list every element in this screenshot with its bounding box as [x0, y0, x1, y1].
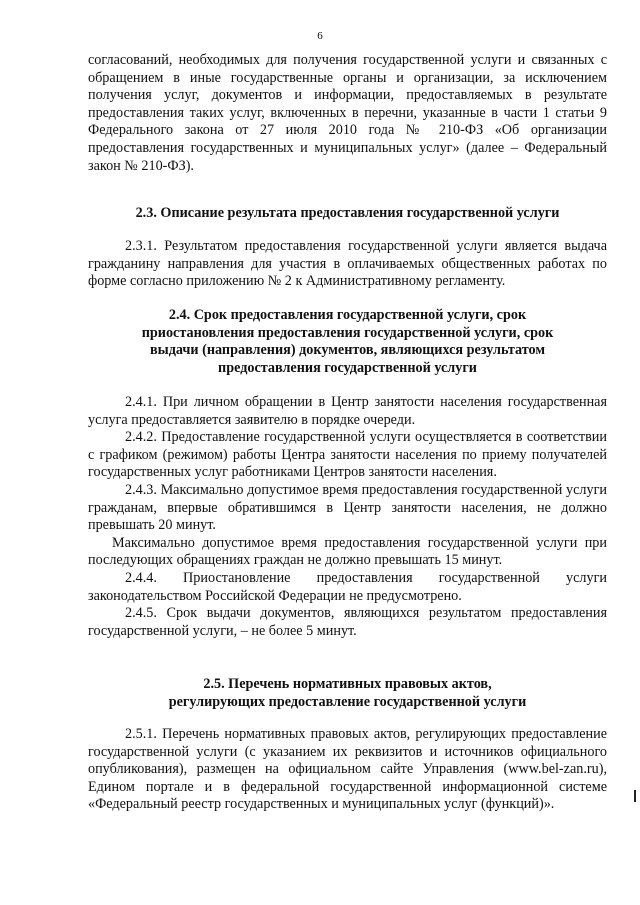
section-2-5-body	[88, 726, 607, 814]
section-2-3-heading: 2.3. Описание результата предоставления государственной услуги	[135, 205, 560, 221]
paragraph-2-4-2: 2.4.2. Предоставление государственной услуги осуществляется в соответствии с графиком (режимом) работы Центра занятости населения по приему получателей государственных услуг работниками Центров занятости населения.	[88, 429, 607, 481]
intro-paragraph: согласований, необходимых для получения государственной услуги и связанных с обращением в иные государственные органы и организации, за исключением получения услуг, документов и информации, предоставляемых в результате предоставления таких услуг, включенных в перечни, указанные в части 1 статьи 9 Федерального закона от 27 июля 2010 года № 210-ФЗ «Об организации предоставления государственных и муниципальных услуг» (далее – Федеральный закон № 210-ФЗ).	[88, 52, 607, 174]
intro-paragraph-block	[88, 52, 607, 175]
paragraph-2-4-3: 2.4.3. Максимально допустимое время предоставления государственной услуги гражданам, впервые обратившимся в Центр занятости населения, не должно превышать 20 минут.	[88, 481, 607, 534]
section-2-5-heading-line-2: регулирующих предоставление государственной услуги	[168, 693, 527, 710]
section-2-4-heading-block	[88, 307, 607, 377]
page-number: 6	[317, 30, 323, 42]
section-2-4-heading-line-1: 2.4. Срок предоставления государственной услуги, срок	[168, 307, 527, 323]
scan-edge-mark	[634, 790, 636, 802]
section-2-3	[88, 205, 607, 223]
section-2-3-body	[88, 238, 607, 291]
paragraph-2-3-1: 2.3.1. Результатом предоставления государственной услуги является выдача гражданину направления для участия в оплачиваемых общественных работах по форме согласно приложению № 2 к Административному регламенту.	[88, 238, 607, 290]
section-2-4-heading-line-4: предоставления государственной услуги	[218, 359, 477, 376]
section-2-4-heading-line-2: приостановления предоставления государственной услуги, срок	[141, 324, 554, 341]
section-2-5-heading-line-1: 2.5. Перечень нормативных правовых актов,	[203, 676, 492, 692]
section-2-4-body	[88, 394, 607, 640]
section-2-4-heading-line-3: выдачи (направления) документов, являющихся результатом	[149, 342, 546, 359]
paragraph-2-4-5: 2.4.5. Срок выдачи документов, являющихся результатом предоставления государственной услуги, – не более 5 минут.	[88, 605, 607, 639]
paragraph-2-5-1: 2.5.1. Перечень нормативных правовых актов, регулирующих предоставление государственной услуги (с указанием их реквизитов и источников официального опубликования), размещен на официальном сайте Управления (www.bel-zan.ru), Едином портале и в федеральной государственной информационной системе «Федеральный реестр государственных и муниципальных услуг (функций)».	[88, 726, 607, 813]
section-2-5-heading-block	[88, 676, 607, 711]
paragraph-2-4-3-b: Максимально допустимое время предоставления государственной услуги при последующих обращениях граждан не должно превышать 15 минут.	[88, 534, 607, 569]
paragraph-2-4-4: 2.4.4. Приостановление предоставления государственной услуги законодательством Российской Федерации не предусмотрено.	[88, 569, 607, 604]
paragraph-2-4-1: 2.4.1. При личном обращении в Центр занятости населения государственная услуга предоставляется заявителю в порядке очереди.	[88, 394, 607, 428]
